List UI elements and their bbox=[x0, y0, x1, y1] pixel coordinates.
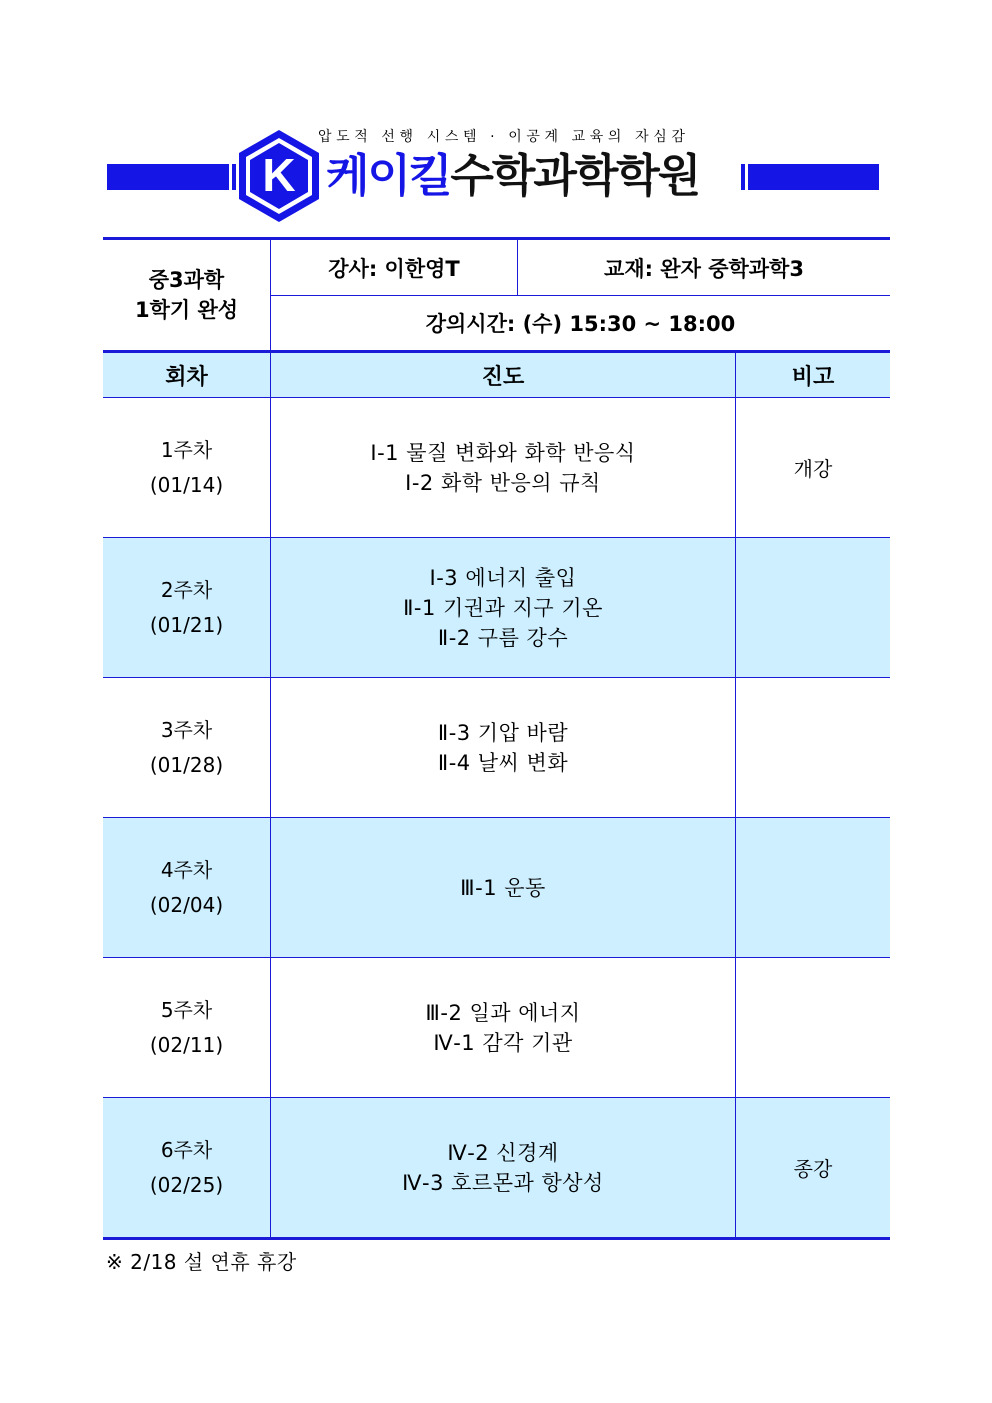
academy-name-part2: 수학과학학원 bbox=[450, 149, 700, 202]
academy-header bbox=[0, 0, 992, 230]
week-label: 3주차 bbox=[160, 717, 213, 742]
progress-cell bbox=[271, 1098, 736, 1237]
course-title-line1: 중3과학 bbox=[148, 268, 225, 292]
table-row bbox=[103, 818, 890, 958]
academy-tagline: 압도적 선행 시스템 · 이공계 교육의 자심감 bbox=[318, 129, 690, 145]
table-row bbox=[103, 678, 890, 818]
teacher-cell: 강사: 이한영T bbox=[271, 240, 518, 296]
week-date: (02/04) bbox=[149, 892, 224, 917]
header-stripe bbox=[741, 164, 745, 190]
week-label: 1주차 bbox=[160, 437, 213, 462]
lecture-time-cell: 강의시간: (수) 15:30 ~ 18:00 bbox=[425, 312, 736, 336]
session-cell bbox=[103, 398, 271, 537]
session-cell bbox=[103, 678, 271, 817]
logo-letter: K bbox=[262, 149, 296, 201]
academy-name-part1: 케이킬 bbox=[326, 149, 451, 202]
topic: Ⅲ-1 운동 bbox=[460, 875, 546, 900]
holiday-footnote: ※ 2/18 설 연휴 휴강 bbox=[106, 1250, 297, 1274]
week-label: 6주차 bbox=[160, 1137, 213, 1162]
week-date: (02/11) bbox=[149, 1032, 224, 1057]
note-cell: 종강 bbox=[793, 1157, 833, 1181]
progress-cell bbox=[271, 818, 736, 957]
week-label: 5주차 bbox=[160, 997, 213, 1022]
week-date: (01/14) bbox=[149, 472, 224, 497]
progress-cell bbox=[271, 678, 736, 817]
week-label: 4주차 bbox=[160, 857, 213, 882]
week-date: (02/25) bbox=[149, 1172, 224, 1197]
topic: Ⅳ-2 신경계 bbox=[447, 1140, 559, 1165]
header-progress: 진도 bbox=[271, 353, 736, 397]
note-cell bbox=[736, 818, 890, 957]
header-session: 회차 bbox=[103, 353, 271, 397]
academy-logo-icon bbox=[236, 128, 322, 224]
topic: Ⅰ-1 물질 변화와 화학 반응식 bbox=[370, 440, 636, 465]
note-cell bbox=[736, 538, 890, 677]
topic: Ⅱ-4 날씨 변화 bbox=[437, 750, 569, 775]
topic: Ⅰ-3 에너지 출입 bbox=[429, 565, 577, 590]
topic: Ⅳ-3 호르몬과 항상성 bbox=[402, 1170, 604, 1195]
course-info-table bbox=[103, 237, 890, 353]
schedule-table bbox=[103, 353, 890, 1240]
topic: Ⅲ-2 일과 에너지 bbox=[425, 1000, 581, 1025]
table-row bbox=[103, 538, 890, 678]
schedule-header-row bbox=[103, 353, 890, 398]
topic: Ⅳ-1 감각 기관 bbox=[433, 1030, 573, 1055]
academy-name bbox=[326, 146, 699, 206]
week-date: (01/28) bbox=[149, 752, 224, 777]
course-title-line2: 1학기 완성 bbox=[134, 298, 239, 322]
note-cell: 개강 bbox=[793, 457, 833, 481]
header-bar-right bbox=[748, 164, 879, 190]
header-bar-left bbox=[107, 164, 229, 190]
topic: Ⅰ-2 화학 반응의 규칙 bbox=[405, 470, 601, 495]
topic: Ⅱ-1 기권과 지구 기온 bbox=[403, 595, 603, 620]
session-cell bbox=[103, 538, 271, 677]
session-cell bbox=[103, 818, 271, 957]
week-label: 2주차 bbox=[160, 577, 213, 602]
table-row bbox=[103, 1098, 890, 1240]
course-title bbox=[103, 240, 271, 350]
table-row bbox=[103, 958, 890, 1098]
session-cell bbox=[103, 1098, 271, 1237]
textbook-cell: 교재: 완자 중학과학3 bbox=[518, 240, 890, 296]
note-cell bbox=[736, 678, 890, 817]
topic: Ⅱ-3 기압 바람 bbox=[437, 720, 569, 745]
header-note: 비고 bbox=[791, 364, 835, 390]
progress-cell bbox=[271, 398, 736, 537]
topic: Ⅱ-2 구름 강수 bbox=[437, 625, 569, 650]
progress-cell bbox=[271, 958, 736, 1097]
week-date: (01/21) bbox=[149, 612, 224, 637]
note-cell bbox=[736, 958, 890, 1097]
table-row bbox=[103, 398, 890, 538]
progress-cell bbox=[271, 538, 736, 677]
session-cell bbox=[103, 958, 271, 1097]
